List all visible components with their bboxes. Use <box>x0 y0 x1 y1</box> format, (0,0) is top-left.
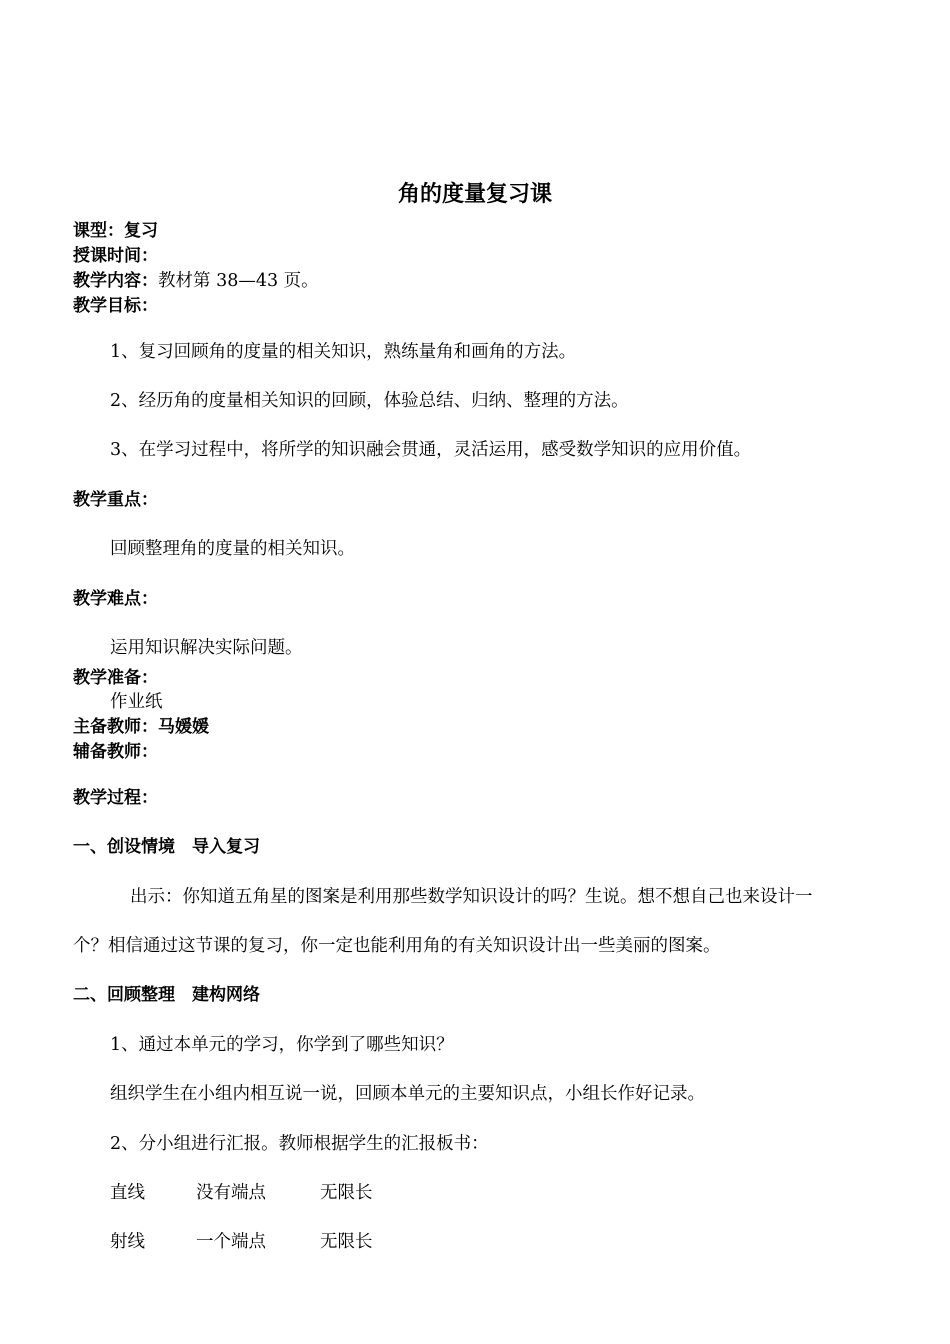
section2-question1: 1、通过本单元的学习，你学到了哪些知识？ <box>110 1035 454 1055</box>
table-cell: 一个端点 <box>196 1232 266 1252</box>
preparation-label: 教学准备： <box>73 668 158 688</box>
content-label: 教学内容： <box>73 271 158 291</box>
table-row <box>110 1230 373 1254</box>
main-teacher-label: 主备教师： <box>73 717 158 737</box>
main-teacher-line <box>73 715 209 739</box>
table-cell: 射线 <box>110 1232 145 1252</box>
table-cell: 无限长 <box>320 1232 373 1252</box>
process-label: 教学过程： <box>73 788 158 808</box>
table-row <box>110 1181 373 1205</box>
assist-teacher-label: 辅备教师： <box>73 742 158 762</box>
goal-item: 3、在学习过程中，将所学的知识融会贯通，灵活运用，感受数学知识的应用价值。 <box>110 440 752 460</box>
section1-heading: 一、创设情境 导入复习 <box>73 837 260 857</box>
key-point-value: 回顾整理角的度量的相关知识。 <box>110 539 355 559</box>
course-type-label: 课型： <box>73 221 124 241</box>
content-value: 教材第 38—43 页。 <box>158 271 319 291</box>
teaching-time-label: 授课时间： <box>73 246 158 266</box>
section1-text-line2: 个？相信通过这节课的复习，你一定也能利用角的有关知识设计出一些美丽的图案。 <box>73 936 721 956</box>
goals-label: 教学目标： <box>73 296 158 316</box>
table-cell: 没有端点 <box>196 1183 266 1203</box>
content-line <box>73 269 319 293</box>
difficulty-value: 运用知识解决实际问题。 <box>110 638 303 658</box>
section2-question2: 2、分小组进行汇报。教师根据学生的汇报板书： <box>110 1134 489 1154</box>
preparation-value: 作业纸 <box>110 692 163 712</box>
goal-item: 2、经历角的度量相关知识的回顾，体验总结、归纳、整理的方法。 <box>110 391 629 411</box>
course-type-line <box>73 219 158 243</box>
section2-question1-desc: 组织学生在小组内相互说一说，回顾本单元的主要知识点，小组长作好记录。 <box>110 1084 705 1104</box>
key-point-label: 教学重点： <box>73 490 158 510</box>
table-cell: 直线 <box>110 1183 145 1203</box>
table-cell: 无限长 <box>320 1183 373 1203</box>
course-type-value: 复习 <box>124 221 158 241</box>
goal-item: 1、复习回顾角的度量的相关知识，熟练量角和画角的方法。 <box>110 342 577 362</box>
page-title: 角的度量复习课 <box>397 182 552 207</box>
main-teacher-value: 马媛媛 <box>158 717 209 737</box>
section1-text-line1: 出示：你知道五角星的图案是利用那些数学知识设计的吗？生说。想不想自己也来设计一 <box>130 887 813 907</box>
section2-heading: 二、回顾整理 建构网络 <box>73 985 260 1005</box>
difficulty-label: 教学难点： <box>73 589 158 609</box>
